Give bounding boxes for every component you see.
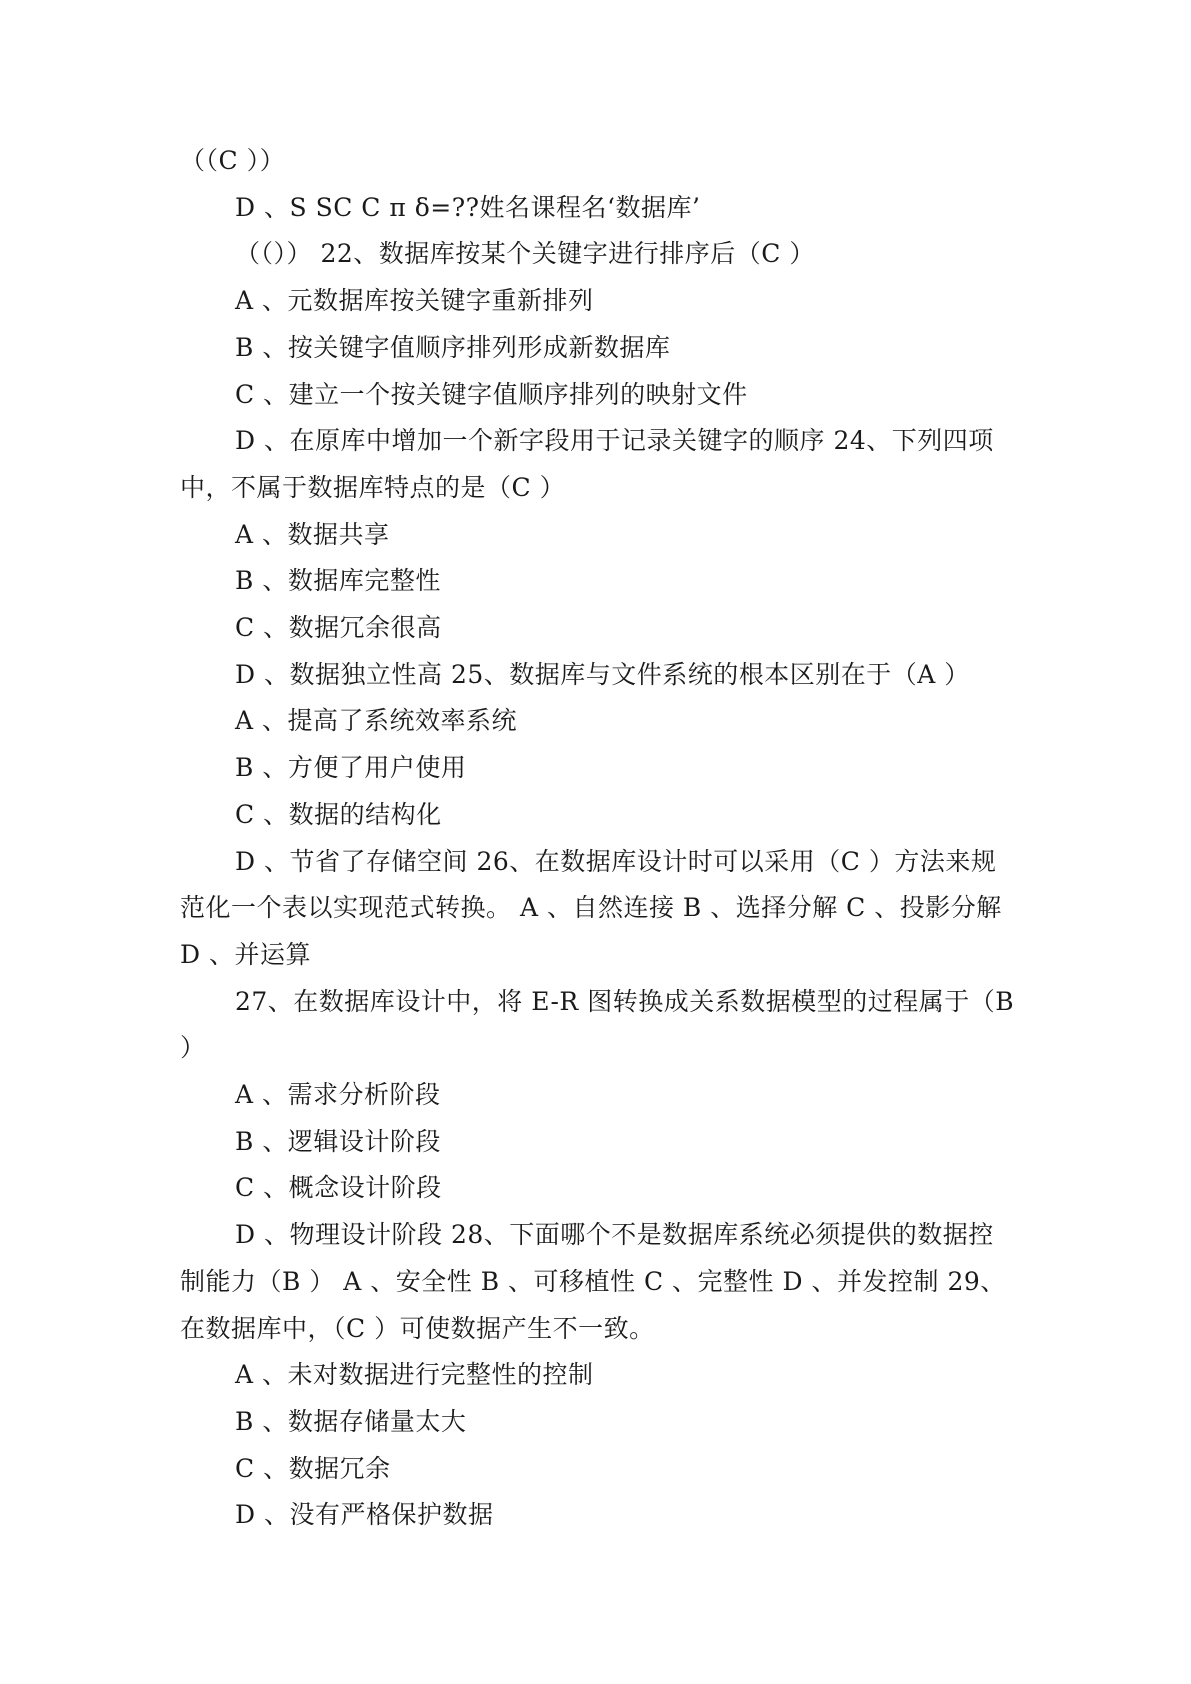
paragraph-16: A 、需求分析阶段 (235, 1080, 441, 1110)
paragraph-21: B 、数据存储量太大 (235, 1406, 467, 1436)
paragraph-15: 27、在数据库设计中，将 E-R 图转换成关系数据模型的过程属于（B ） (180, 986, 1015, 1063)
paragraph-3: A 、元数据库按关键字重新排列 (235, 286, 594, 316)
paragraph-9: C 、数据冗余很高 (235, 613, 442, 643)
paragraph-0: （（C ）） (180, 146, 286, 175)
paragraph-10: D 、数据独立性高 25、数据库与文件系统的根本区别在于（A ） (235, 659, 970, 689)
paragraph-8: B 、数据库完整性 (235, 566, 441, 596)
paragraph-22: C 、数据冗余 (235, 1453, 391, 1483)
paragraph-12: B 、方便了用户使用 (235, 753, 467, 783)
paragraph-2: （（）） 22、数据库按某个关键字进行排序后（C ） (235, 239, 815, 269)
paragraph-5: C 、建立一个按关键字值顺序排列的映射文件 (235, 379, 748, 409)
paragraph-13: C 、数据的结构化 (235, 799, 442, 829)
paragraph-14: D 、节省了存储空间 26、在数据库设计时可以采用（C ）方法来规范化一个表以实现范式转换。 A 、自然连接 B 、选择分解 C 、投影分解 D 、并运算 (180, 846, 1002, 969)
paragraph-23: D 、没有严格保护数据 (235, 1500, 494, 1530)
paragraph-20: A 、未对数据进行完整性的控制 (235, 1360, 594, 1390)
paragraph-6: D 、在原库中增加一个新字段用于记录关键字的顺序 24、下列四项中，不属于数据库特点的是（C ） (180, 426, 994, 502)
paragraph-4: B 、按关键字值顺序排列形成新数据库 (235, 332, 671, 362)
paragraph-18: C 、概念设计阶段 (235, 1173, 442, 1203)
paragraph-1: D 、S SC C π δ=??姓名课程名‘数据库’ (235, 192, 701, 222)
paragraph-19: D 、物理设计阶段 28、下面哪个不是数据库系统必须提供的数据控制能力（B ） A 、安全性 B 、可移植性 C 、完整性 D 、并发控制 29、在数据库中，（C ）可使数据产生不一致。 (180, 1220, 1006, 1343)
paragraph-17: B 、逻辑设计阶段 (235, 1126, 441, 1156)
paragraph-7: A 、数据共享 (235, 519, 390, 549)
paragraph-11: A 、提高了系统效率系统 (235, 706, 518, 736)
document-body (180, 138, 1016, 1539)
